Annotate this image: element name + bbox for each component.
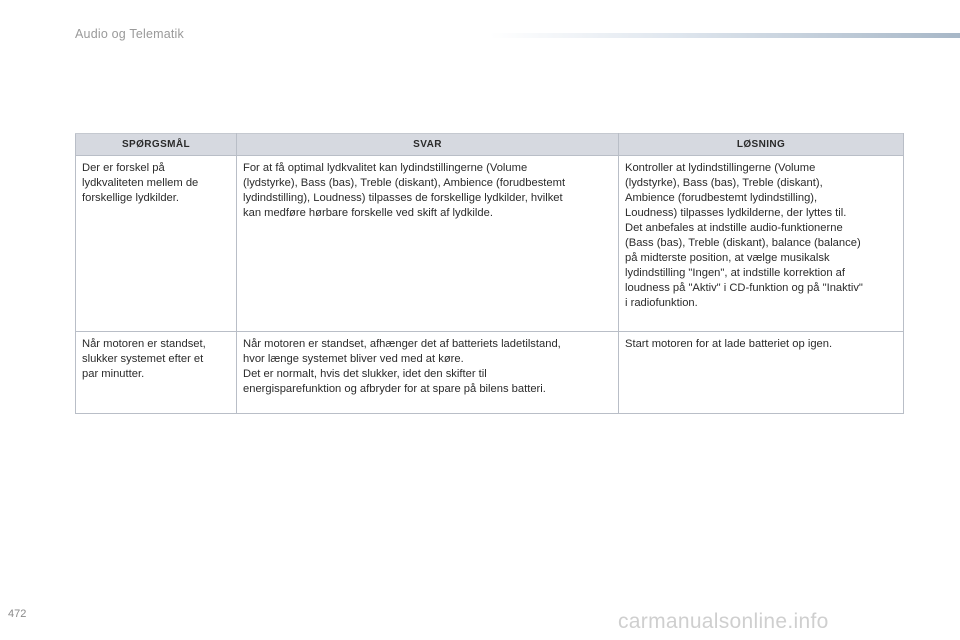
- question-line: Der er forskel på: [82, 162, 165, 174]
- question-line: slukker systemet efter et: [82, 353, 204, 365]
- header-decoration-bar: [490, 33, 960, 38]
- table-header-row: [76, 134, 904, 156]
- solution-line: Det anbefales at indstille audio-funktionerne: [625, 222, 843, 234]
- answer-cell: [237, 156, 619, 332]
- answer-line: kan medføre hørbare forskelle ved skift af lydkilde.: [243, 207, 493, 219]
- solution-line: (lydstyrke), Bass (bas), Treble (diskant),: [625, 177, 823, 189]
- column-header-answer: SVAR: [237, 134, 619, 156]
- answer-line: Når motoren er standset, afhænger det af batteriets ladetilstand,: [243, 338, 561, 350]
- solution-cell: [619, 156, 904, 332]
- solution-line: i radiofunktion.: [625, 297, 698, 309]
- solution-line: Kontroller at lydindstillingerne (Volume: [625, 162, 816, 174]
- answer-cell: [237, 332, 619, 414]
- solution-line: Ambience (forudbestemt lydindstilling),: [625, 192, 818, 204]
- answer-line: (lydstyrke), Bass (bas), Treble (diskant), Ambience (forudbestemt: [243, 177, 566, 189]
- answer-line: lydindstilling), Loudness) tilpasses de forskellige lydkilder, hvilket: [243, 192, 563, 204]
- question-line: lydkvaliteten mellem de: [82, 177, 199, 189]
- solution-line: på midterste position, at vælge musikalsk: [625, 252, 830, 264]
- solution-line: Start motoren for at lade batteriet op igen.: [625, 338, 833, 350]
- solution-line: lydindstilling "Ingen", at indstille korrektion af: [625, 267, 845, 279]
- question-cell: [76, 332, 237, 414]
- table-row: [76, 156, 904, 332]
- solution-line: loudness på "Aktiv" i CD-funktion og på "Inaktiv": [625, 282, 863, 294]
- answer-line: hvor længe systemet bliver ved med at køre.: [243, 353, 464, 365]
- troubleshooting-table: [75, 133, 904, 414]
- solution-cell: [619, 332, 904, 414]
- answer-line: Det er normalt, hvis det slukker, idet den skifter til: [243, 368, 487, 380]
- solution-line: (Bass (bas), Treble (diskant), balance (balance): [625, 237, 861, 249]
- answer-line: energisparefunktion og afbryder for at spare på bilens batteri.: [243, 383, 546, 395]
- question-line: Når motoren er standset,: [82, 338, 206, 350]
- table-row: [76, 332, 904, 414]
- solution-line: Loudness) tilpasses lydkilderne, der lyttes til.: [625, 207, 847, 219]
- watermark-link[interactable]: carmanualsonline.info: [618, 610, 829, 633]
- question-line: forskellige lydkilder.: [82, 192, 179, 204]
- page-number: 472: [8, 608, 27, 620]
- answer-line: For at få optimal lydkvalitet kan lydindstillingerne (Volume: [243, 162, 528, 174]
- question-line: par minutter.: [82, 368, 145, 380]
- column-header-question: SPØRGSMÅL: [76, 134, 237, 156]
- section-title: Audio og Telematik: [75, 27, 184, 41]
- question-cell: [76, 156, 237, 332]
- column-header-solution: LØSNING: [619, 134, 904, 156]
